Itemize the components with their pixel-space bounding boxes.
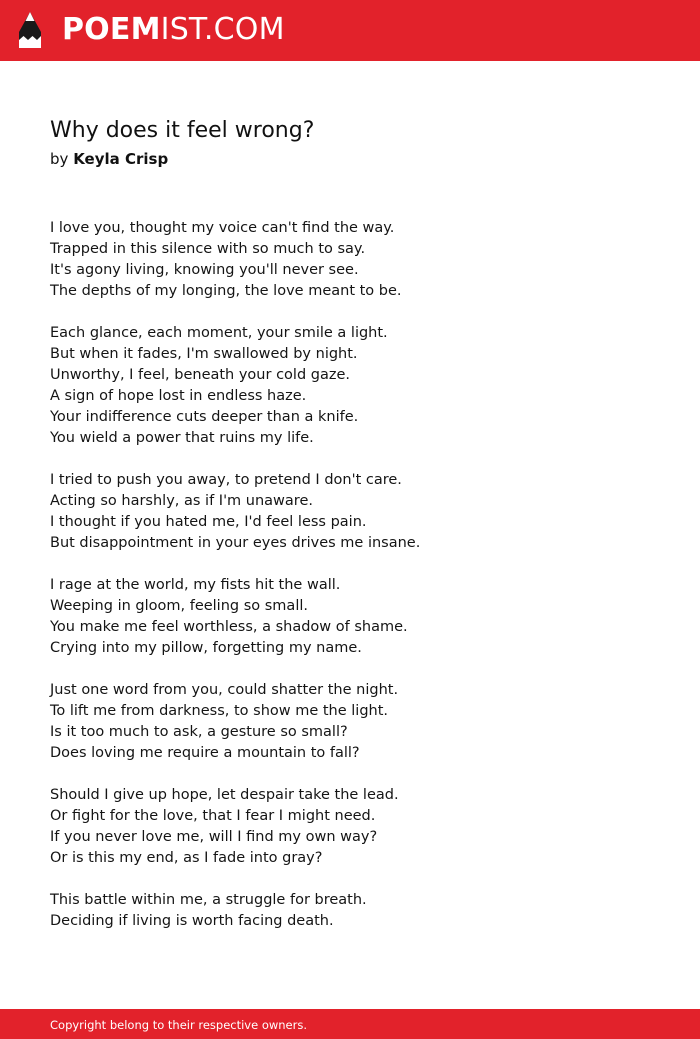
poem-line: The depths of my longing, the love meant to be. <box>50 283 402 299</box>
poem-line: To lift me from darkness, to show me the light. <box>50 703 389 719</box>
by-label: by <box>50 150 69 168</box>
poem-stanza <box>50 785 670 869</box>
poem-line: Acting so harshly, as if I'm unaware. <box>50 493 313 509</box>
site-header <box>0 0 700 61</box>
logo-text-bold: POEM <box>62 12 161 47</box>
logo-text-light: IST.COM <box>160 12 285 47</box>
poem-line: Each glance, each moment, your smile a light. <box>50 325 388 341</box>
poem-line: I thought if you hated me, I'd feel less pain. <box>50 514 367 530</box>
poem-line: Weeping in gloom, feeling so small. <box>50 598 308 614</box>
author-name: Keyla Crisp <box>73 150 169 168</box>
poem-stanza <box>50 680 670 764</box>
poem-line: If you never love me, will I find my own way? <box>50 829 378 845</box>
poem-line: Crying into my pillow, forgetting my name. <box>50 640 362 656</box>
poem-line: Should I give up hope, let despair take the lead. <box>50 787 399 803</box>
site-footer <box>0 1009 700 1039</box>
poem-body <box>50 218 670 953</box>
poem-line: This battle within me, a struggle for breath. <box>50 892 367 908</box>
pencil-tip-icon <box>17 10 43 50</box>
site-logo[interactable] <box>62 12 285 48</box>
poem-line: But when it fades, I'm swallowed by night. <box>50 346 358 362</box>
poem-stanza <box>50 323 670 449</box>
poem-line: You make me feel worthless, a shadow of shame. <box>50 619 408 635</box>
poem-line: I tried to push you away, to pretend I don't care. <box>50 472 402 488</box>
poem-line: Your indifference cuts deeper than a knife. <box>50 409 359 425</box>
copyright-notice: Copyright belong to their respective owners. <box>50 1018 308 1032</box>
poem-line: A sign of hope lost in endless haze. <box>50 388 307 404</box>
poem-line: But disappointment in your eyes drives me insane. <box>50 535 421 551</box>
poem-line: I rage at the world, my fists hit the wall. <box>50 577 341 593</box>
poem-line: Is it too much to ask, a gesture so small? <box>50 724 348 740</box>
poem-line: Just one word from you, could shatter the night. <box>50 682 399 698</box>
poem-line: You wield a power that ruins my life. <box>50 430 314 446</box>
poem-stanza <box>50 575 670 659</box>
byline <box>50 149 168 169</box>
poem-title: Why does it feel wrong? <box>50 118 315 143</box>
poem-line: Or fight for the love, that I fear I might need. <box>50 808 376 824</box>
poem-line: Deciding if living is worth facing death. <box>50 913 334 929</box>
poem-line: I love you, thought my voice can't find the way. <box>50 220 395 236</box>
poem-line: Does loving me require a mountain to fall? <box>50 745 360 761</box>
poem-line: Trapped in this silence with so much to say. <box>50 241 366 257</box>
poem-line: Or is this my end, as I fade into gray? <box>50 850 323 866</box>
poem-line: Unworthy, I feel, beneath your cold gaze. <box>50 367 350 383</box>
poem-line: It's agony living, knowing you'll never see. <box>50 262 359 278</box>
poem-stanza <box>50 470 670 554</box>
poem-stanza <box>50 218 670 302</box>
poem-stanza <box>50 890 670 932</box>
